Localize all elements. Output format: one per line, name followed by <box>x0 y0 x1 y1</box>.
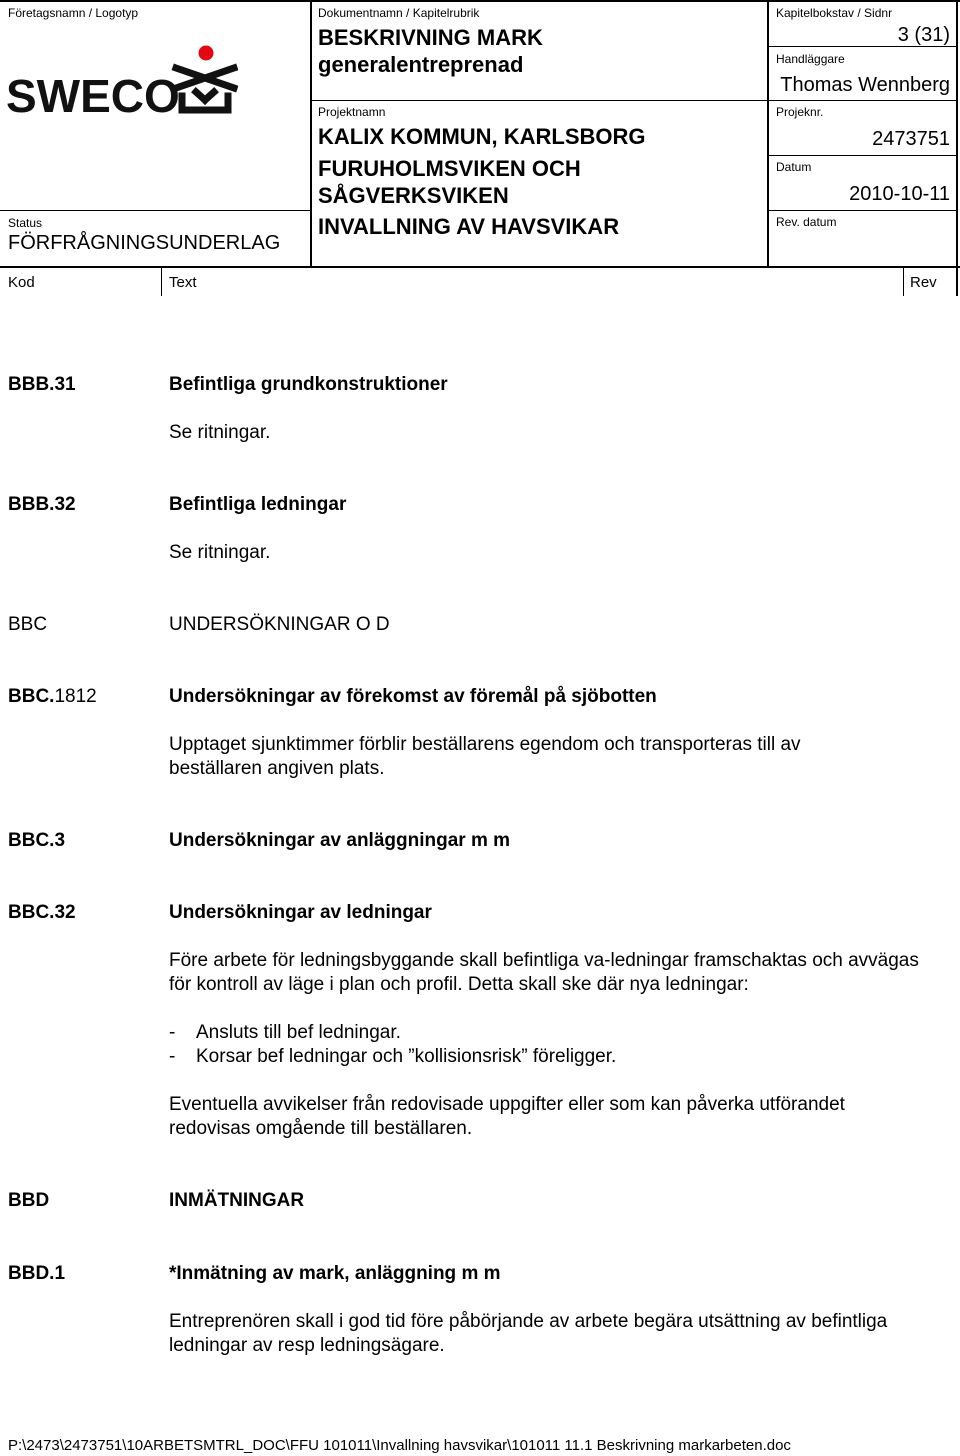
section-code: BBD <box>8 1190 50 1211</box>
section-code: BBB.32 <box>8 494 76 515</box>
section-body: Entreprenören skall i god tid före påbörjande av arbete begära utsättning av befintliga ledningar av resp ledningsägare. <box>169 1311 888 1356</box>
section-code-prefix: BBC. <box>8 686 55 707</box>
handler-value: Thomas Wennberg <box>780 74 950 96</box>
date-divider <box>768 210 958 211</box>
section-heading: Undersökningar av förekomst av föremål på sjöbotten <box>169 686 657 707</box>
column-header-rev: Rev <box>910 274 937 291</box>
chapter-label: Kapitelbokstav / Sidnr <box>776 6 893 20</box>
projnr-divider <box>768 155 958 156</box>
header-divider-2 <box>767 0 769 268</box>
project-line-2: FURUHOLMSVIKEN OCH <box>318 156 581 181</box>
section-heading: Befintliga grundkonstruktioner <box>169 374 448 395</box>
section-code-suffix: 1812 <box>54 686 97 707</box>
status-label: Status <box>8 216 43 230</box>
column-header-text: Text <box>169 274 197 291</box>
sweco-logo <box>6 40 238 120</box>
project-line-4: INVALLNING AV HAVSVIKAR <box>318 214 620 239</box>
header-border-top <box>0 0 960 2</box>
docname-line-2: generalentreprenad <box>318 52 524 77</box>
section-heading: Befintliga ledningar <box>169 494 347 515</box>
section-heading: INMÄTNINGAR <box>169 1190 305 1211</box>
section-code: BBC.32 <box>8 902 76 923</box>
project-line-3: SÅGVERKSVIKEN <box>318 183 509 208</box>
sweco-logo-dot <box>199 46 214 61</box>
section-body-2: Eventuella avvikelser från redovisade uppgifter eller som kan påverka utförandet redovisas omgående till beställaren. <box>169 1094 845 1139</box>
section-body: Före arbete för ledningsbyggande skall befintliga va-ledningar framschaktas och avvägas för kontroll av läge i plan och profil. Detta skall ske där nya ledningar: <box>169 950 919 995</box>
document-header <box>0 0 960 296</box>
section-body: Upptaget sjunktimmer förblir beställarens egendom och transporteras till av beställaren angiven plats. <box>169 734 801 779</box>
revdate-label: Rev. datum <box>776 215 837 229</box>
section-code <box>8 685 97 709</box>
column-header-code: Kod <box>8 274 35 291</box>
projnr-value: 2473751 <box>872 128 950 150</box>
section-code: BBB.31 <box>8 374 76 395</box>
header-divider-1 <box>310 0 312 268</box>
section-code: BBD.1 <box>8 1263 66 1284</box>
column-divider-1 <box>161 268 162 296</box>
header-border-bottom <box>0 266 960 268</box>
project-line-1: KALIX KOMMUN, KARLSBORG <box>318 124 646 149</box>
date-value: 2010-10-11 <box>849 183 950 205</box>
section-code: BBC <box>8 614 48 635</box>
section-heading: Undersökningar av ledningar <box>169 902 432 923</box>
header-border-right <box>956 0 958 296</box>
section-heading: UNDERSÖKNINGAR O D <box>169 614 390 635</box>
section-code: BBC.3 <box>8 830 66 851</box>
status-divider <box>0 210 311 211</box>
projnr-label: Projeknr. <box>776 105 824 119</box>
section-heading: Undersökningar av anläggningar m m <box>169 830 511 851</box>
section-heading: *Inmätning av mark, anläggning m m <box>169 1263 501 1284</box>
docname-label: Dokumentnamn / Kapitelrubrik <box>318 6 480 20</box>
list-item: - Korsar bef ledningar och ”kollisionsrisk” föreligger. <box>169 1046 617 1067</box>
column-divider-2 <box>903 268 904 296</box>
date-label: Datum <box>776 160 812 174</box>
handler-label: Handläggare <box>776 52 845 66</box>
list-item: - Ansluts till bef ledningar. <box>169 1022 401 1043</box>
docname-line-1: BESKRIVNING MARK <box>318 25 543 50</box>
list-item-text: Ansluts till bef ledningar. <box>196 1022 401 1043</box>
page-number: 3 (31) <box>897 24 950 46</box>
status-value: FÖRFRÅGNINGSUNDERLAG <box>8 232 281 254</box>
company-label: Företagsnamn / Logotyp <box>8 6 139 20</box>
sweco-logo-figure <box>176 68 234 110</box>
section-body: Se ritningar. <box>169 542 271 563</box>
footer-file-path: P:\2473\2473751\10ARBETSMTRL_DOC\FFU 101011\Invallning havsvikar\101011 11.1 Beskrivning markarbeten.doc <box>8 1437 791 1454</box>
project-label: Projektnamn <box>318 105 386 119</box>
docname-divider <box>310 100 958 101</box>
list-item-text: Korsar bef ledningar och ”kollisionsrisk” föreligger. <box>196 1046 617 1067</box>
section-body: Se ritningar. <box>169 422 271 443</box>
sweco-logo-text: SWECO <box>6 70 180 120</box>
